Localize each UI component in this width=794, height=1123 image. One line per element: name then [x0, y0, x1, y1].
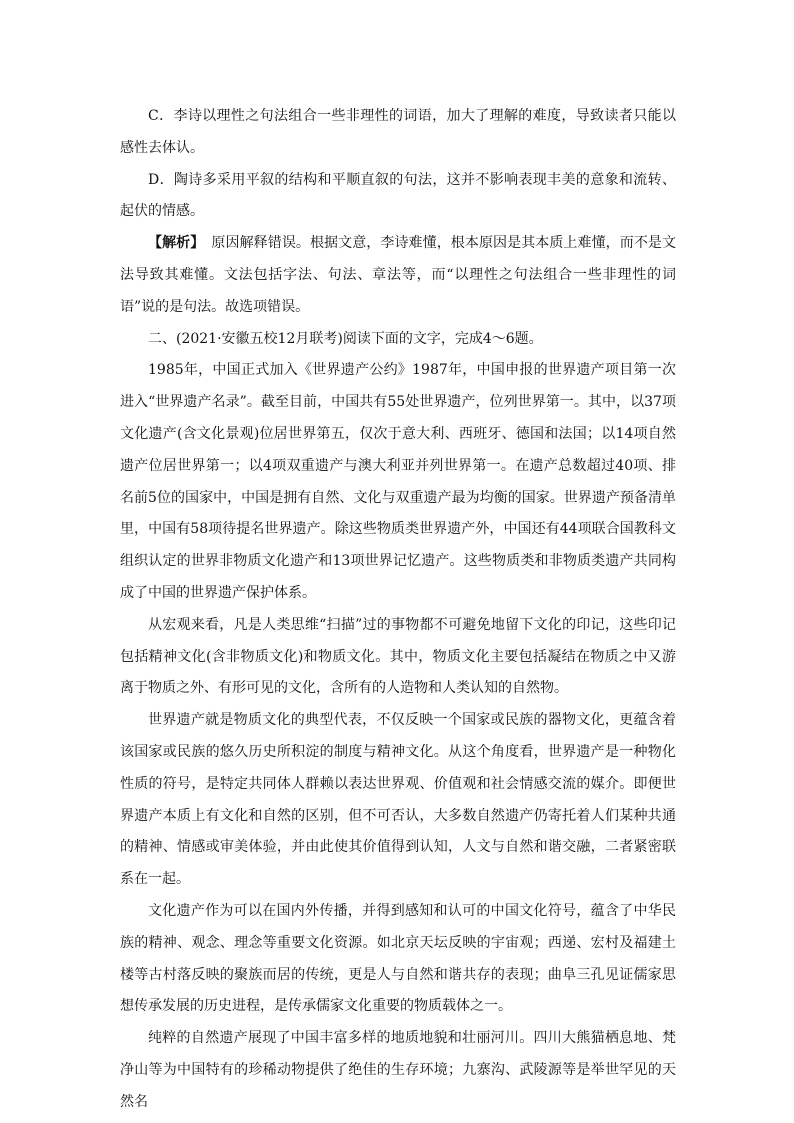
- analysis-paragraph: [120, 228, 676, 323]
- passage-paragraph-3: 世界遗产就是物质文化的典型代表，不仅反映一个国家或民族的器物文化，更蕴含着该国家或民族的悠久历史所积淀的制度与精神文化。从这个角度看，世界遗产是一种物化性质的符号，是特定共同体人群赖以表达世界观、价值观和社会情感交流的媒介。即便世界遗产本质上有文化和自然的区别，但不可否认，大多数自然遗产仍寄托着人们某种共通的精神、情感或审美体验，并由此使其价值得到认知，人文与自然和谐交融，二者紧密联系在一起。: [120, 712, 676, 888]
- passage-paragraph-5: 纯粹的自然遗产展现了中国丰富多样的地质地貌和壮丽河川。四川大熊猫栖息地、梵净山等为中国特有的珍稀动物提供了绝佳的生存环境；九寨沟、武陵源等是举世罕见的天然名: [120, 1030, 676, 1110]
- option-d: D．陶诗多采用平叙的结构和平顺直叙的句法，这并不影响表现丰美的意象和流转、起伏的情感。: [120, 171, 676, 220]
- passage-paragraph-1: 1985年，中国正式加入《世界遗产公约》1987年，中国申报的世界遗产项目第一次进入“世界遗产名录”。截至目前，中国共有55处世界遗产，位列世界第一。其中，以37项文化遗产(含文化景观)位居世界第五，仅次于意大利、西班牙、德国和法国；以14项自然遗产位居世界第一；以4项双重遗产与澳大利亚并列世界第一。在遗产总数超过40项、排名前5位的国家中，中国是拥有自然、文化与双重遗产最为均衡的国家。世界遗产预备清单里，中国有58项待提名世界遗产。除这些物质类世界遗产外，中国还有44项联合国教科文组织认定的世界非物质文化遗产和13项世界记忆遗产。这些物质类和非物质类遗产共同构成了中国的世界遗产保护体系。: [120, 362, 676, 601]
- option-c: C．李诗以理性之句法组合一些非理性的词语，加大了理解的难度，导致读者只能以感性去体认。: [120, 108, 676, 156]
- section-heading: 二、(2021·安徽五校12月联考)阅读下面的文字，完成4～6题。: [148, 330, 543, 347]
- passage-paragraph-4: 文化遗产作为可以在国内外传播，并得到感知和认可的中国文化符号，蕴含了中华民族的精神、观念、理念等重要文化资源。如北京天坛反映的宇宙观；西递、宏村及福建土楼等古村落反映的聚族而居的传统，更是人与自然和谐共存的表现；曲阜三孔见证儒家思想传承发展的历史进程，是传承儒家文化重要的物质载体之一。: [120, 902, 676, 1015]
- analysis-body: 原因解释错误。根据文意，李诗难懂，根本原因是其本质上难懂，而不是文法导致其难懂。文法包括字法、句法、章法等，而“以理性之句法组合一些非理性的词语”说的是句法。故选项错误。: [120, 235, 677, 315]
- passage-paragraph-2: 从宏观来看，凡是人类思维“扫描”过的事物都不可避免地留下文化的印记，这些印记包括精神文化(含非物质文化)和物质文化。其中，物质文化主要包括凝结在物质之中又游离于物质之外、有形可见的文化，含所有的人造物和人类认知的自然物。: [120, 616, 676, 697]
- analysis-tag: 【解析】: [148, 235, 198, 252]
- document-body: [120, 101, 676, 1119]
